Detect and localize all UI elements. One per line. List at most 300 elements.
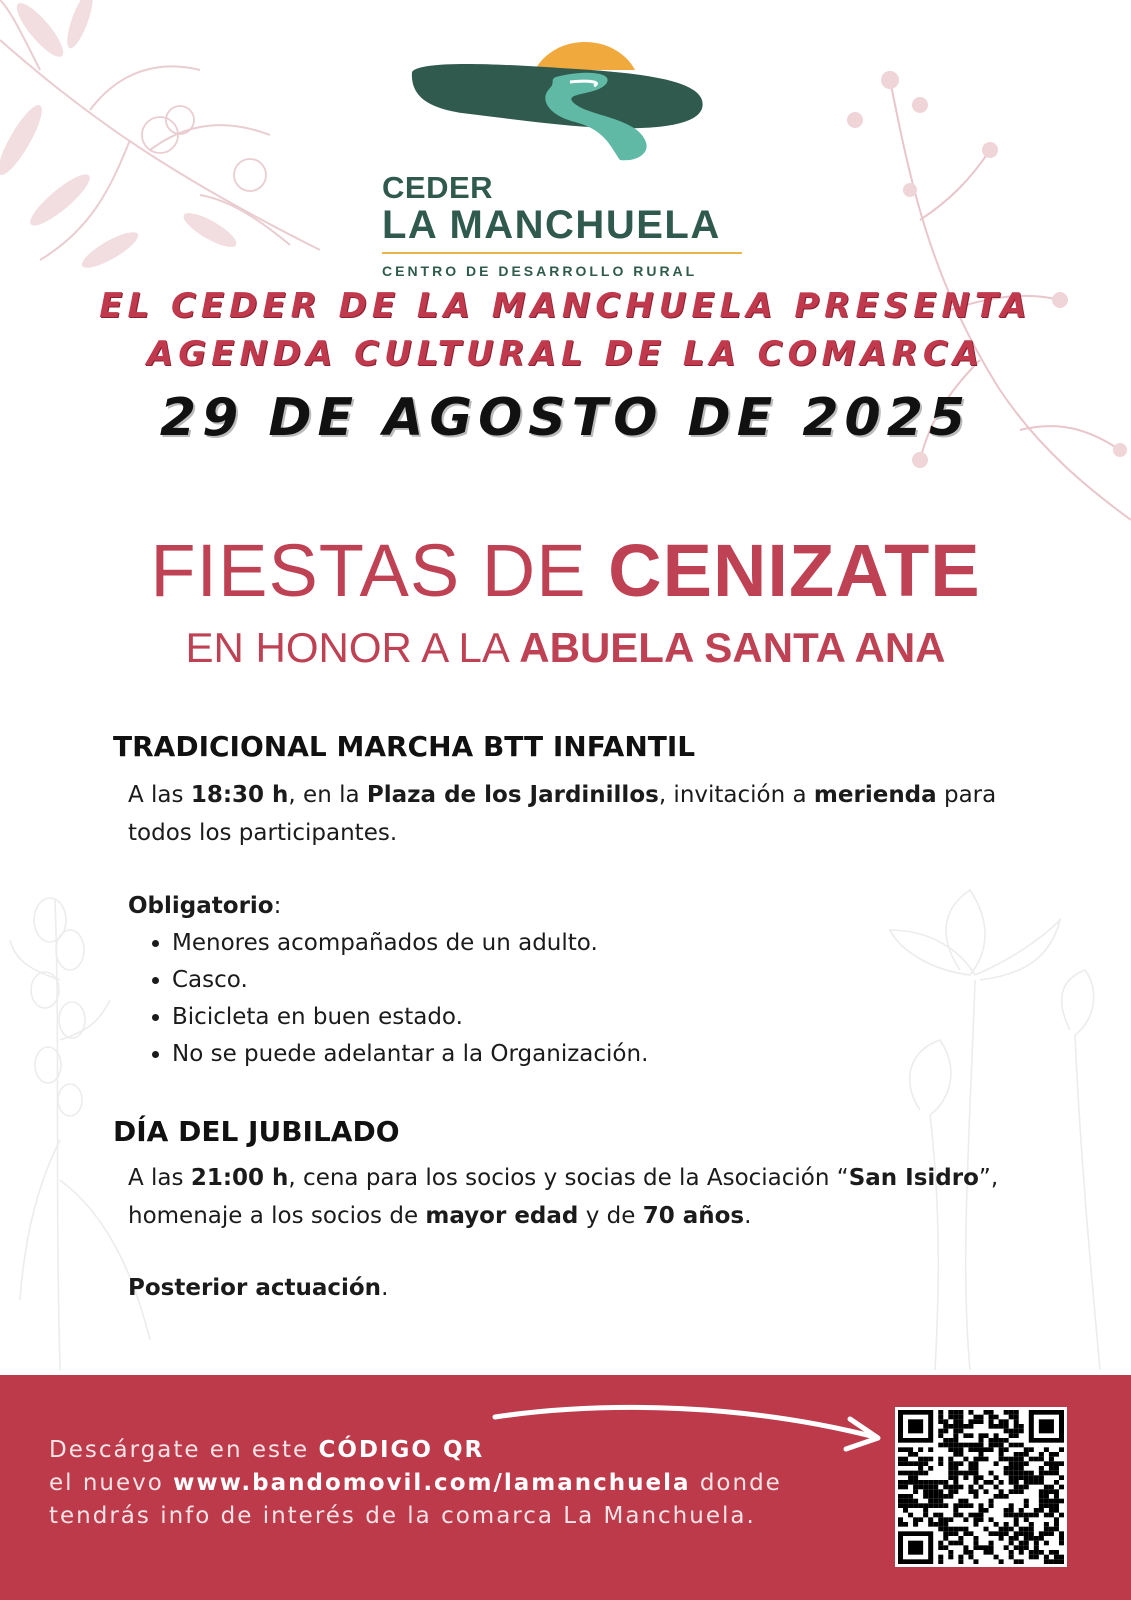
list-item: • Menores acompañados de un adulto. — [172, 925, 648, 962]
qr-module — [1009, 1457, 1014, 1462]
qr-module — [903, 1485, 908, 1490]
qr-module — [1039, 1489, 1044, 1494]
qr-module — [923, 1508, 928, 1513]
qr-module — [973, 1461, 978, 1466]
section-heading-marcha: TRADICIONAL MARCHA BTT INFANTIL — [113, 730, 696, 763]
qr-module — [1019, 1527, 1024, 1532]
qr-module — [1039, 1508, 1044, 1513]
qr-module — [933, 1485, 938, 1490]
qr-module — [1024, 1471, 1029, 1476]
qr-module — [1019, 1489, 1024, 1494]
qr-module — [953, 1471, 958, 1476]
qr-module — [1004, 1419, 1009, 1424]
qr-module — [1049, 1503, 1054, 1508]
qr-module — [1029, 1555, 1034, 1560]
qr-module — [1029, 1475, 1034, 1480]
qr-module — [1014, 1424, 1019, 1429]
qr-module — [938, 1415, 943, 1420]
qr-code[interactable] — [895, 1407, 1067, 1567]
qr-module — [1024, 1447, 1029, 1452]
qr-module — [968, 1410, 973, 1415]
text-run: A las — [128, 782, 191, 808]
qr-module — [994, 1433, 999, 1438]
qr-module — [958, 1461, 963, 1466]
qr-module — [984, 1508, 989, 1513]
qr-module — [903, 1499, 908, 1504]
qr-module — [989, 1424, 994, 1429]
qr-module — [999, 1494, 1004, 1499]
qr-module — [1004, 1527, 1009, 1532]
qr-module — [1049, 1466, 1054, 1471]
qr-module — [989, 1447, 994, 1452]
qr-module — [978, 1513, 983, 1518]
qr-module — [1049, 1559, 1054, 1564]
list-item: • Casco. — [172, 962, 648, 999]
qr-module — [953, 1438, 958, 1443]
qr-module — [1004, 1466, 1009, 1471]
qr-module — [898, 1457, 903, 1462]
qr-module — [953, 1415, 958, 1420]
qr-module — [1054, 1480, 1059, 1485]
qr-module — [1014, 1419, 1019, 1424]
qr-module — [938, 1559, 943, 1564]
qr-module — [948, 1447, 953, 1452]
qr-module — [994, 1415, 999, 1420]
qr-module — [1039, 1550, 1044, 1555]
qr-module — [1059, 1513, 1064, 1518]
qr-module — [984, 1545, 989, 1550]
qr-module — [903, 1480, 908, 1485]
qr-module — [968, 1550, 973, 1555]
qr-module — [984, 1410, 989, 1415]
qr-module — [994, 1438, 999, 1443]
qr-module — [1029, 1550, 1034, 1555]
qr-module — [948, 1485, 953, 1490]
qr-module — [1004, 1457, 1009, 1462]
qr-module — [1009, 1410, 1014, 1415]
qr-module — [1044, 1471, 1049, 1476]
qr-module — [1014, 1545, 1019, 1550]
qr-module — [989, 1410, 994, 1415]
qr-module — [968, 1461, 973, 1466]
qr-module — [1014, 1522, 1019, 1527]
qr-module — [1019, 1550, 1024, 1555]
qr-module — [948, 1438, 953, 1443]
qr-module — [953, 1424, 958, 1429]
qr-module — [908, 1513, 913, 1518]
merienda-highlight: merienda — [813, 782, 937, 808]
qr-module — [1009, 1513, 1014, 1518]
qr-module — [968, 1489, 973, 1494]
qr-module — [1039, 1503, 1044, 1508]
qr-module — [928, 1499, 933, 1504]
qr-module — [978, 1419, 983, 1424]
qr-module — [1014, 1433, 1019, 1438]
qr-module — [994, 1485, 999, 1490]
qr-module — [918, 1461, 923, 1466]
qr-module — [938, 1541, 943, 1546]
qr-module — [963, 1527, 968, 1532]
qr-module — [968, 1443, 973, 1448]
logo-ceder-text: CEDER — [382, 170, 494, 205]
qr-module — [958, 1471, 963, 1476]
qr-module — [973, 1475, 978, 1480]
text-run: , cena para los socios y socias de la Asociación “ — [288, 1165, 849, 1191]
qr-module — [933, 1489, 938, 1494]
qr-module — [953, 1503, 958, 1508]
qr-module — [1009, 1536, 1014, 1541]
qr-module — [1004, 1513, 1009, 1518]
qr-module — [1024, 1531, 1029, 1536]
qr-module — [1014, 1415, 1019, 1420]
qr-module — [923, 1457, 928, 1462]
qr-module — [1019, 1508, 1024, 1513]
qr-module — [958, 1555, 963, 1560]
qr-module — [973, 1480, 978, 1485]
qr-module — [973, 1541, 978, 1546]
qr-module — [1024, 1461, 1029, 1466]
qr-module — [933, 1480, 938, 1485]
qr-module — [918, 1503, 923, 1508]
qr-module — [1009, 1415, 1014, 1420]
qr-module — [1029, 1471, 1034, 1476]
qr-module — [1039, 1457, 1044, 1462]
obligatorio-label — [128, 887, 1048, 925]
qr-module — [948, 1410, 953, 1415]
website-link[interactable]: www.bandomovil.com/lamanchuela — [173, 1470, 691, 1496]
floral-decoration-top-left — [0, 0, 330, 320]
qr-module — [958, 1452, 963, 1457]
qr-module — [1004, 1424, 1009, 1429]
years-highlight: 70 años — [642, 1203, 745, 1229]
qr-module — [973, 1466, 978, 1471]
qr-module — [1004, 1410, 1009, 1415]
qr-module — [938, 1419, 943, 1424]
qr-module — [963, 1545, 968, 1550]
qr-module — [958, 1447, 963, 1452]
qr-module — [913, 1489, 918, 1494]
qr-module — [1059, 1447, 1064, 1452]
qr-module — [1059, 1536, 1064, 1541]
qr-module — [978, 1447, 983, 1452]
qr-module — [984, 1480, 989, 1485]
qr-module — [1049, 1461, 1054, 1466]
qr-module — [953, 1541, 958, 1546]
qr-module — [1014, 1517, 1019, 1522]
qr-module — [948, 1471, 953, 1476]
section-heading-jubilado: DÍA DEL JUBILADO — [113, 1115, 400, 1148]
qr-module — [963, 1424, 968, 1429]
qr-module — [978, 1457, 983, 1462]
qr-module — [1054, 1508, 1059, 1513]
qr-module — [1044, 1513, 1049, 1518]
qr-module — [903, 1461, 908, 1466]
qr-module — [1044, 1541, 1049, 1546]
qr-module — [1019, 1471, 1024, 1476]
qr-module — [938, 1429, 943, 1434]
arrow-icon — [490, 1395, 890, 1465]
qr-module — [898, 1522, 903, 1527]
qr-module — [1019, 1545, 1024, 1550]
qr-module — [948, 1424, 953, 1429]
qr-highlight: CÓDIGO QR — [318, 1437, 485, 1463]
qr-module — [948, 1541, 953, 1546]
qr-module — [958, 1410, 963, 1415]
qr-module — [923, 1485, 928, 1490]
qr-module — [1019, 1457, 1024, 1462]
qr-module — [958, 1485, 963, 1490]
qr-module — [1039, 1536, 1044, 1541]
qr-module — [948, 1527, 953, 1532]
qr-module — [1044, 1555, 1049, 1560]
qr-module — [1014, 1489, 1019, 1494]
qr-module — [984, 1527, 989, 1532]
qr-module — [903, 1508, 908, 1513]
qr-module — [908, 1452, 913, 1457]
qr-module — [1004, 1447, 1009, 1452]
text-run: donde — [690, 1470, 782, 1496]
qr-module — [1049, 1452, 1054, 1457]
qr-module — [1019, 1541, 1024, 1546]
qr-module — [908, 1503, 913, 1508]
qr-module — [1009, 1480, 1014, 1485]
page-title — [0, 528, 1131, 613]
qr-module — [943, 1424, 948, 1429]
text-run: ”, homenaje a los socios de — [128, 1165, 999, 1229]
qr-module — [1004, 1438, 1009, 1443]
qr-module — [938, 1555, 943, 1560]
qr-module — [933, 1513, 938, 1518]
requirements-list — [148, 925, 648, 1073]
qr-module — [1029, 1447, 1034, 1452]
qr-module — [1049, 1489, 1054, 1494]
qr-module — [963, 1475, 968, 1480]
qr-module — [1014, 1475, 1019, 1480]
qr-module — [938, 1503, 943, 1508]
qr-module — [938, 1499, 943, 1504]
qr-module — [953, 1410, 958, 1415]
qr-module — [898, 1485, 903, 1490]
qr-module — [984, 1457, 989, 1462]
qr-module — [999, 1531, 1004, 1536]
qr-module — [923, 1461, 928, 1466]
qr-module — [908, 1447, 913, 1452]
qr-module — [918, 1447, 923, 1452]
qr-module — [943, 1517, 948, 1522]
qr-module — [1014, 1536, 1019, 1541]
qr-module — [1059, 1499, 1064, 1504]
qr-module — [943, 1503, 948, 1508]
qr-module — [1009, 1429, 1014, 1434]
qr-module — [1014, 1452, 1019, 1457]
qr-module — [973, 1517, 978, 1522]
qr-module — [1009, 1471, 1014, 1476]
qr-module — [1024, 1517, 1029, 1522]
qr-module — [958, 1527, 963, 1532]
qr-module — [953, 1419, 958, 1424]
qr-module — [978, 1503, 983, 1508]
qr-module — [1054, 1471, 1059, 1476]
qr-module — [984, 1447, 989, 1452]
qr-module — [923, 1494, 928, 1499]
qr-module — [918, 1480, 923, 1485]
qr-module — [913, 1452, 918, 1457]
qr-module — [958, 1513, 963, 1518]
logo-tagline: CENTRO DE DESARROLLO RURAL — [382, 263, 698, 279]
landscape-logo-icon — [410, 30, 710, 165]
qr-module — [943, 1522, 948, 1527]
qr-module — [984, 1433, 989, 1438]
qr-module — [913, 1517, 918, 1522]
qr-module — [999, 1527, 1004, 1532]
posterior-bold: Posterior actuación — [128, 1275, 382, 1301]
qr-module — [1024, 1541, 1029, 1546]
qr-module — [898, 1461, 903, 1466]
place-highlight: Plaza de los Jardinillos — [366, 782, 659, 808]
qr-module — [913, 1461, 918, 1466]
qr-module — [913, 1499, 918, 1504]
qr-module — [1029, 1513, 1034, 1518]
qr-module — [1009, 1527, 1014, 1532]
qr-module — [1059, 1485, 1064, 1490]
qr-module — [1034, 1457, 1039, 1462]
qr-module — [1039, 1499, 1044, 1504]
qr-module — [933, 1494, 938, 1499]
qr-module — [1024, 1527, 1029, 1532]
qr-module — [968, 1433, 973, 1438]
qr-module — [1009, 1443, 1014, 1448]
qr-module — [958, 1415, 963, 1420]
qr-module — [943, 1494, 948, 1499]
qr-module — [999, 1559, 1004, 1564]
qr-module — [928, 1485, 933, 1490]
qr-module — [1044, 1559, 1049, 1564]
qr-module — [898, 1517, 903, 1522]
qr-module — [953, 1466, 958, 1471]
text-run: Descárgate en este — [49, 1437, 319, 1463]
qr-module — [928, 1494, 933, 1499]
qr-module — [978, 1433, 983, 1438]
qr-module — [1054, 1489, 1059, 1494]
qr-module — [958, 1419, 963, 1424]
qr-module — [1034, 1550, 1039, 1555]
qr-module — [943, 1419, 948, 1424]
qr-module — [973, 1545, 978, 1550]
qr-module — [898, 1503, 903, 1508]
text-run: . — [744, 1203, 752, 1229]
qr-module — [999, 1452, 1004, 1457]
qr-module — [1024, 1545, 1029, 1550]
qr-module — [913, 1475, 918, 1480]
qr-module — [1049, 1457, 1054, 1462]
qr-module — [898, 1447, 903, 1452]
qr-module — [1049, 1513, 1054, 1518]
qr-module — [943, 1545, 948, 1550]
qr-module — [943, 1443, 948, 1448]
qr-module — [994, 1461, 999, 1466]
qr-module — [948, 1489, 953, 1494]
qr-module — [989, 1443, 994, 1448]
qr-module — [1014, 1485, 1019, 1490]
qr-module — [938, 1513, 943, 1518]
qr-module — [1004, 1494, 1009, 1499]
qr-module — [1029, 1480, 1034, 1485]
qr-module — [963, 1550, 968, 1555]
qr-module — [913, 1485, 918, 1490]
qr-module — [989, 1438, 994, 1443]
qr-module — [953, 1443, 958, 1448]
qr-module — [994, 1443, 999, 1448]
qr-module — [973, 1559, 978, 1564]
qr-module — [958, 1429, 963, 1434]
qr-module — [933, 1499, 938, 1504]
qr-module — [1029, 1531, 1034, 1536]
qr-module — [903, 1503, 908, 1508]
qr-module — [953, 1447, 958, 1452]
qr-module — [953, 1480, 958, 1485]
qr-module — [1039, 1466, 1044, 1471]
qr-module — [1014, 1461, 1019, 1466]
qr-module — [938, 1522, 943, 1527]
qr-module — [943, 1531, 948, 1536]
qr-module — [953, 1433, 958, 1438]
text-run: para todos los participantes. — [128, 782, 997, 846]
subtitle-light: EN HONOR A LA — [185, 624, 520, 671]
qr-module — [989, 1499, 994, 1504]
qr-module — [948, 1555, 953, 1560]
qr-module — [948, 1443, 953, 1448]
qr-module — [1004, 1508, 1009, 1513]
qr-module — [1014, 1531, 1019, 1536]
text-run: , en la — [288, 782, 367, 808]
qr-module — [978, 1508, 983, 1513]
qr-module — [1014, 1559, 1019, 1564]
qr-module — [948, 1415, 953, 1420]
qr-module — [973, 1447, 978, 1452]
qr-module — [978, 1517, 983, 1522]
qr-module — [938, 1443, 943, 1448]
qr-module — [994, 1494, 999, 1499]
marcha-description — [128, 776, 1048, 852]
posterior-period: . — [381, 1275, 389, 1301]
qr-module — [1024, 1485, 1029, 1490]
obligatorio-bold: Obligatorio — [128, 893, 274, 919]
qr-finder — [1039, 1419, 1054, 1433]
qr-module — [908, 1499, 913, 1504]
qr-module — [943, 1480, 948, 1485]
qr-module — [978, 1475, 983, 1480]
qr-module — [1009, 1503, 1014, 1508]
qr-module — [1019, 1559, 1024, 1564]
qr-module — [968, 1424, 973, 1429]
qr-module — [953, 1452, 958, 1457]
qr-module — [903, 1494, 908, 1499]
qr-module — [938, 1545, 943, 1550]
qr-module — [953, 1489, 958, 1494]
qr-module — [1039, 1531, 1044, 1536]
qr-module — [973, 1522, 978, 1527]
qr-module — [1054, 1461, 1059, 1466]
qr-module — [989, 1415, 994, 1420]
qr-module — [989, 1471, 994, 1476]
qr-module — [1029, 1536, 1034, 1541]
qr-module — [1009, 1555, 1014, 1560]
qr-module — [938, 1461, 943, 1466]
qr-module — [1009, 1433, 1014, 1438]
qr-module — [903, 1457, 908, 1462]
qr-module — [1024, 1513, 1029, 1518]
qr-module — [1019, 1475, 1024, 1480]
